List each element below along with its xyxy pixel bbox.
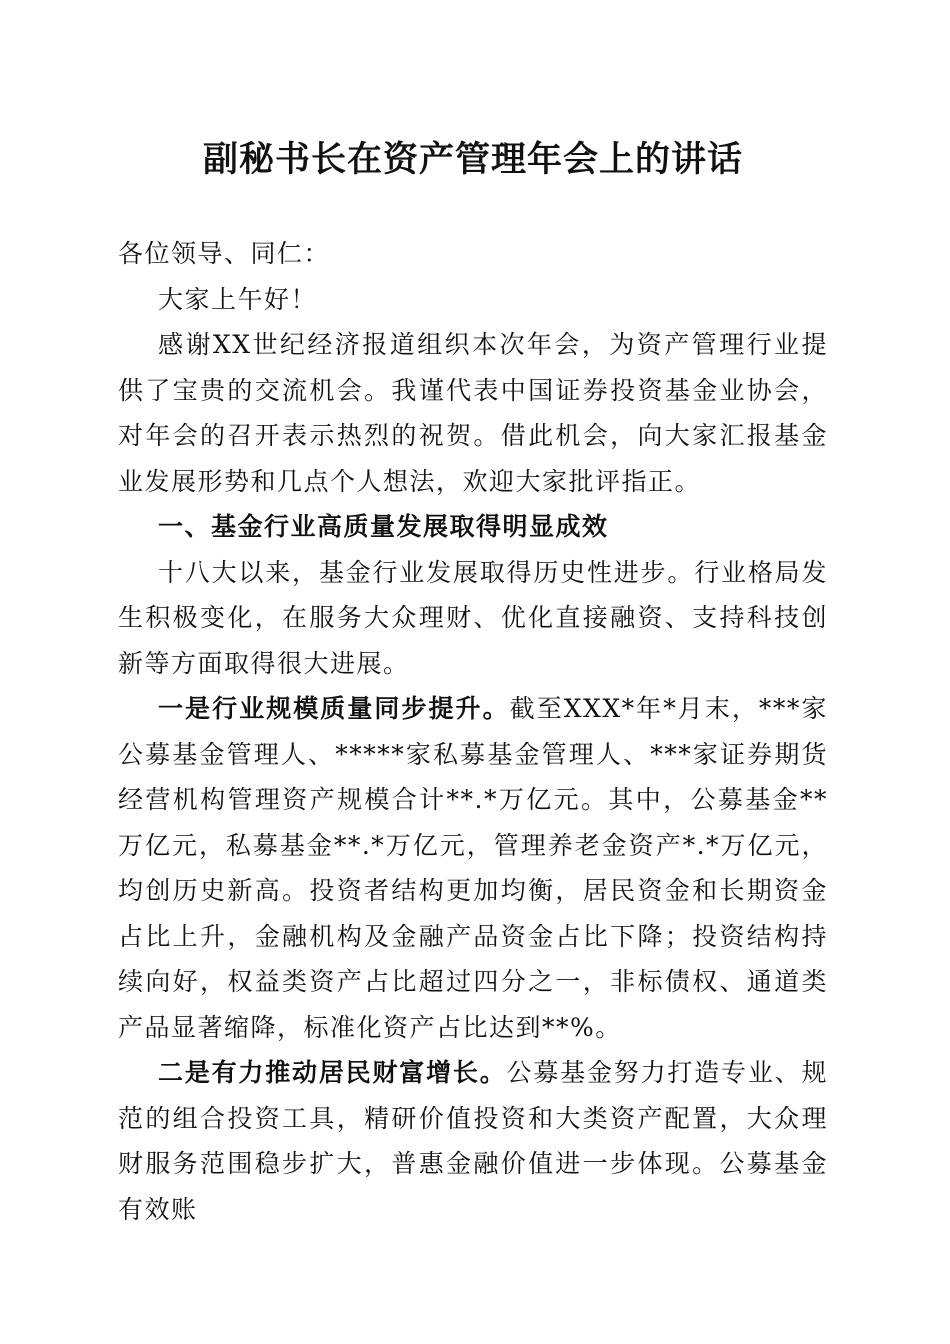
document-body (118, 231, 828, 1232)
point-2-paragraph (118, 1050, 828, 1232)
point-2-body: 公募基金努力打造专业、规范的组合投资工具，精研价值投资和大类资产配置，大众理财服务范围稳步扩大，普惠金融价值进一步体现。公募基金有效账 (118, 1058, 828, 1224)
point-1-body: 截至XXX*年*月末，***家公募基金管理人、*****家私募基金管理人、***家证券期货经营机构管理资产规模合计**.*万亿元。其中，公募基金**万亿元，私募基金**.*万亿元，管理养老金资产*.*万亿元，均创历史新高。投资者结构更加均衡，居民资金和长期资金占比上升，金融机构及金融产品资金占比下降；投资结构持续向好，权益类资产占比超过四分之一，非标债权、通道类产品显著缩降，标准化资产占比达到**%。 (118, 694, 828, 1042)
point-1-paragraph (118, 686, 828, 1050)
section-1-intro-paragraph: 十八大以来，基金行业发展取得历史性进步。行业格局发生积极变化，在服务大众理财、优化直接融资、支持科技创新等方面取得很大进展。 (118, 557, 828, 678)
intro-paragraph: 感谢XX世纪经济报道组织本次年会，为资产管理行业提供了宝贵的交流机会。我谨代表中国证券投资基金业协会，对年会的召开表示热烈的祝贺。借此机会，向大家汇报基金业发展形势和几点个人想法，欢迎大家批评指正。 (118, 330, 828, 496)
section-heading-1: 一、基金行业高质量发展取得明显成效 (158, 512, 609, 541)
document-page (118, 0, 828, 1344)
point-1-lead: 一是行业规模质量同步提升。 (158, 694, 510, 723)
point-2-lead: 二是有力推动居民财富增长。 (158, 1058, 507, 1087)
salutation: 各位领导、同仁： (118, 239, 331, 268)
greeting: 大家上午好！ (158, 284, 318, 314)
document-title: 副秘书长在资产管理年会上的讲话 (202, 139, 743, 180)
